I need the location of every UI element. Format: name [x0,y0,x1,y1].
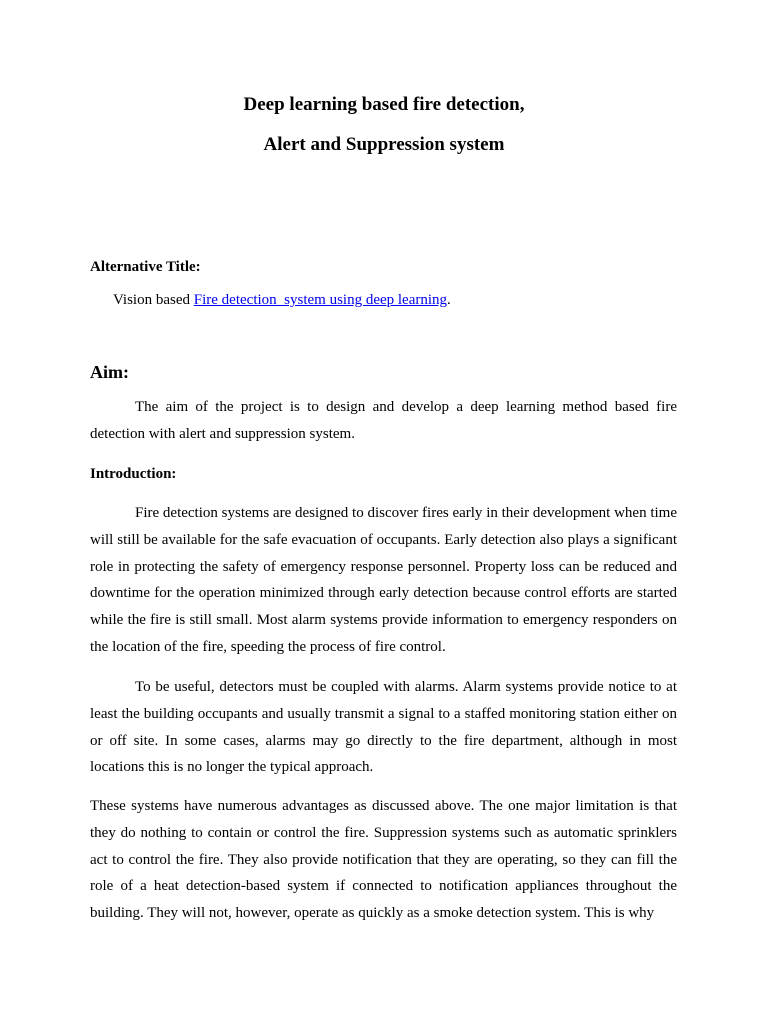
document-title-line-2: Alert and Suppression system [263,134,505,155]
alternative-title-line [113,290,451,310]
alternative-title-label: Alternative Title: [90,259,201,275]
alternative-title-suffix: . [447,292,451,308]
introduction-paragraph-3: These systems have numerous advantages as discussed above. The one major limitation is that they do nothing to contain or control the fire. Suppression systems such as automatic sprinklers act to control the fire. They also provide notification that they are operating, so they can fill the role of a heat detection-based system if connected to notification appliances throughout the building. They will not, however, operate as quickly as a smoke detection system. This is why [90,798,677,921]
aim-heading: Aim: [90,362,129,382]
alternative-title-prefix: Vision based [113,292,194,308]
aim-paragraph: The aim of the project is to design and develop a deep learning method based fire detection with alert and suppression system. [90,399,677,442]
introduction-heading: Introduction: [90,466,177,482]
introduction-paragraph-1: Fire detection systems are designed to discover fires early in their development when time will still be available for the safe evacuation of occupants. Early detection also plays a significant role in protecting the safety of emergency response personnel. Property loss can be reduced and downtime for the operation minimized through early detection because control efforts are started while the fire is still small. Most alarm systems provide information to emergency responders on the location of the fire, speeding the process of fire control. [90,505,677,655]
alternative-title-link[interactable]: Fire detection system using deep learning [193,292,448,308]
document-title-line-1: Deep learning based fire detection, [243,94,525,115]
introduction-paragraph-2: To be useful, detectors must be coupled with alarms. Alarm systems provide notice to at least the building occupants and usually transmit a signal to a staffed monitoring station either on or off site. In some cases, alarms may go directly to the fire department, although in most locations this is no longer the typical approach. [90,679,677,776]
